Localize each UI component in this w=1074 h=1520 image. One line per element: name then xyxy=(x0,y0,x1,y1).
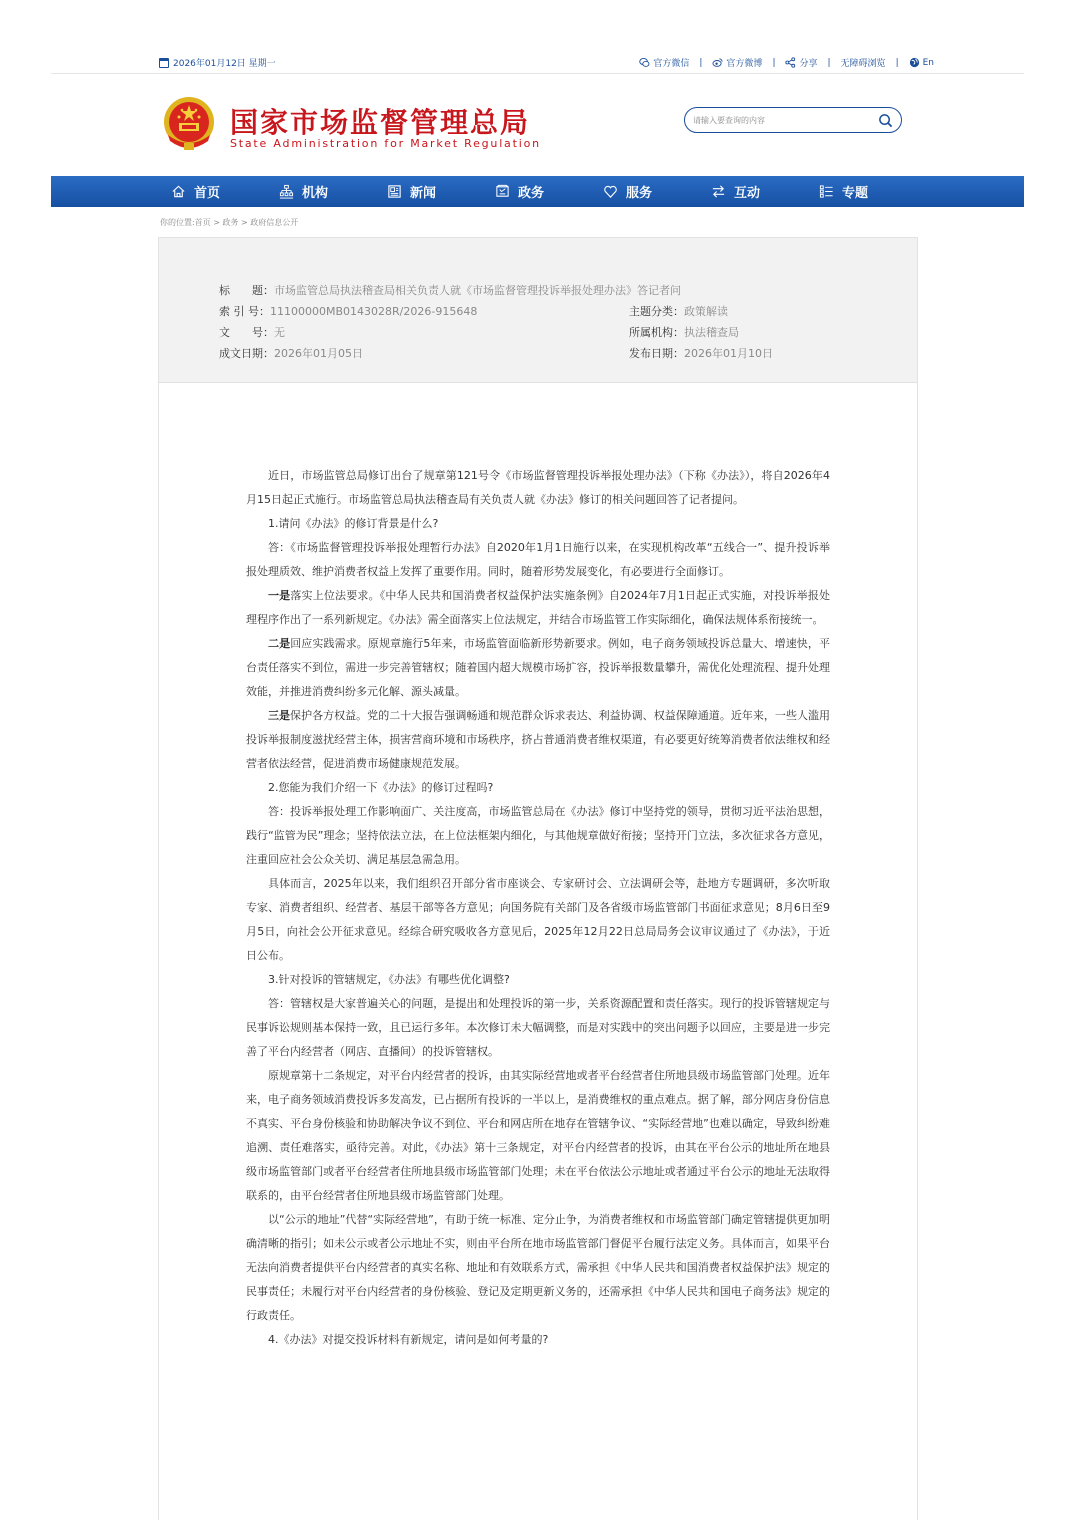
link-weibo-label: 官方微博 xyxy=(726,59,763,69)
paragraph: 近日，市场监管总局修订出台了规章第121号令《市场监督管理投诉举报处理办法》（下称《办法》），将自2026年4月15日起正式施行。市场监管总局执法稽查局有关负责人就《办法》修订的相关问题回答了记者提问。 xyxy=(246,469,830,506)
question: 4.《办法》对提交投诉材料有新规定，请问是如何考量的? xyxy=(268,1333,549,1346)
wechat-icon xyxy=(639,57,650,68)
article-body xyxy=(246,464,830,1352)
question: 1.请问《办法》的修订背景是什么? xyxy=(268,517,439,530)
meta-doc-label: 文 号： xyxy=(219,326,274,339)
service-icon xyxy=(603,184,618,199)
search-icon[interactable] xyxy=(878,113,893,128)
site-subtitle: State Administration for Market Regulation xyxy=(230,137,541,150)
meta-date-value: 2026年01月05日 xyxy=(274,347,363,360)
bold-lead: 一是 xyxy=(268,589,291,602)
org-icon xyxy=(279,184,294,199)
nav-interaction[interactable] xyxy=(711,176,819,207)
interact-icon xyxy=(711,184,726,199)
meta-cat-value: 政策解读 xyxy=(684,305,728,318)
link-wechat[interactable] xyxy=(639,56,689,69)
paragraph-text: 保护各方权益。党的二十大报告强调畅通和规范群众诉求表达、利益协调、权益保障通道。近年来，一些人滥用投诉举报制度滋扰经营主体，损害营商环境和市场秩序，挤占普通消费者维权渠道，有必要更好统筹消费者依法维权和经营者依法经营，促进消费市场健康规范发展。 xyxy=(246,709,831,770)
nav-news[interactable] xyxy=(387,176,495,207)
meta-cat-label: 主题分类： xyxy=(629,305,684,318)
link-wechat-label: 官方微信 xyxy=(653,59,690,69)
question: 3.针对投诉的管辖规定，《办法》有哪些优化调整? xyxy=(268,973,510,986)
answer: 答：管辖权是大家普遍关心的问题，是提出和处理投诉的第一步，关系资源配置和责任落实。现行的投诉管辖规定与民事诉讼规则基本保持一致，且已运行多年。本次修订未大幅调整，而是对实践中的突出问题予以回应，主要是进一步完善了平台内经营者（网店、直播间）的投诉管辖权。 xyxy=(246,997,830,1058)
link-accessibility-label: 无障碍浏览 xyxy=(840,59,886,69)
top-links xyxy=(639,56,934,69)
paragraph-text: 回应实践需求。原规章施行5年来，市场监管面临新形势新要求。例如，电子商务领域投诉总量大、增速快，平台责任落实不到位，需进一步完善管辖权；随着国内超大规模市场扩容，投诉举报数量攀升，需优化处理流程、提升处理效能，并推进消费纠纷多元化解、源头减量。 xyxy=(246,637,830,698)
meta-publish-date xyxy=(629,345,773,361)
main-nav xyxy=(51,176,1024,207)
meta-title-label: 标 题： xyxy=(219,284,274,297)
nav-news-label: 新闻 xyxy=(410,186,437,201)
paragraph: 具体而言，2025年以来，我们组织召开部分省市座谈会、专家研讨会、立法调研会等，赴地方专题调研，多次听取专家、消费者组织、经营者、基层干部等各方意见；向国务院有关部门及各省级市场监管部门书面征求意见；8月6日至9月5日，向社会公开征求意见。经综合研究吸收各方意见后，2025年12月22日总局局务会议审议通过了《办法》，于近日公布。 xyxy=(246,877,830,962)
nav-organization[interactable] xyxy=(279,176,387,207)
site-title: 国家市场监督管理总局 xyxy=(230,106,531,139)
topic-icon xyxy=(819,184,834,199)
link-share-label: 分享 xyxy=(799,59,818,69)
meta-written-date xyxy=(219,345,363,361)
link-accessibility[interactable] xyxy=(841,56,886,69)
news-icon xyxy=(387,184,402,199)
home-icon xyxy=(171,184,186,199)
answer: 答：投诉举报处理工作影响面广、关注度高，市场监管总局在《办法》修订中坚持党的领导，贯彻习近平法治思想，践行“监管为民”理念；坚持依法立法，在上位法框架内细化，与其他规章做好衔接；坚持开门立法，多次征求各方意见，注重回应社会公众关切、满足基层急需急用。 xyxy=(246,805,830,866)
meta-title xyxy=(219,282,681,298)
share-icon xyxy=(785,57,796,68)
meta-date-label: 成文日期： xyxy=(219,347,274,360)
link-share[interactable] xyxy=(785,56,817,69)
gov-icon xyxy=(495,184,510,199)
search-box xyxy=(684,107,902,133)
emblem-icon xyxy=(162,95,216,155)
calendar-icon xyxy=(159,58,169,68)
breadcrumb: 你的位置:首页 > 政务 > 政府信息公开 xyxy=(160,218,299,227)
meta-pub-value: 2026年01月10日 xyxy=(684,347,773,360)
paragraph-text: 落实上位法要求。《中华人民共和国消费者权益保护法实施条例》自2024年7月1日起正式实施，对投诉举报处理程序作出了一系列新规定。《办法》需全面落实上位法规定，并结合市场监管工作实际细化，确保法规体系衔接统一。 xyxy=(246,589,831,626)
meta-doc-value: 无 xyxy=(274,326,285,339)
meta-pub-label: 发布日期： xyxy=(629,347,684,360)
divider: | xyxy=(827,57,831,68)
weibo-icon xyxy=(712,57,723,68)
divider: | xyxy=(772,57,776,68)
meta-index-value: 11100000MB0143028R/2026-915648 xyxy=(270,305,478,318)
meta-category xyxy=(629,303,728,319)
date-text: 2026年01月12日 星期一 xyxy=(173,59,276,69)
meta-title-value: 市场监管总局执法稽查局相关负责人就《市场监督管理投诉举报处理办法》答记者问 xyxy=(274,284,681,297)
meta-doc-number xyxy=(219,324,285,340)
top-bar xyxy=(51,52,1024,74)
bold-lead: 三是 xyxy=(268,709,291,722)
paragraph: 原规章第十二条规定，对平台内经营者的投诉，由其实际经营地或者平台经营者住所地县级市场监管部门处理。近年来，电子商务领域消费投诉多发高发，已占据所有投诉的一半以上，是消费维权的重点难点。据了解，部分网店身份信息不真实、平台身份核验和协助解决争议不到位、平台和网店所在地存在管辖争议、“实际经营地”也难以确定，导致纠纷难追溯、责任难落实，亟待完善。对此，《办法》第十三条规定，对平台内经营者的投诉，由其在平台公示的地址所在地县级市场监管部门或者平台经营者住所地县级市场监管部门处理；未在平台依法公示地址或者通过平台公示的地址无法取得联系的，由平台经营者住所地县级市场监管部门处理。 xyxy=(246,1069,830,1202)
bold-lead: 二是 xyxy=(268,637,291,650)
nav-service[interactable] xyxy=(603,176,711,207)
divider: | xyxy=(895,57,899,68)
nav-government-label: 政务 xyxy=(518,186,545,201)
nav-service-label: 服务 xyxy=(626,186,653,201)
nav-organization-label: 机构 xyxy=(302,186,329,201)
nav-government[interactable] xyxy=(495,176,603,207)
nav-topics[interactable] xyxy=(819,176,927,207)
paragraph: 以“公示的地址”代替“实际经营地”，有助于统一标准、定分止争，为消费者维权和市场监管部门确定管辖提供更加明确清晰的指引；如未公示或者公示地址不实，则由平台所在地市场监管部门督促平台履行法定义务。具体而言，如果平台无法向消费者提供平台内经营者的真实名称、地址和有效联系方式，需承担《中华人民共和国消费者权益保护法》规定的民事责任；未履行对平台内经营者的身份核验、登记及定期更新义务的，还需承担《中华人民共和国电子商务法》规定的行政责任。 xyxy=(246,1213,830,1322)
divider: | xyxy=(699,57,703,68)
globe-icon xyxy=(909,57,920,68)
paragraph xyxy=(246,704,830,776)
search-input[interactable] xyxy=(693,113,873,128)
nav-home[interactable] xyxy=(171,176,279,207)
site-header xyxy=(160,95,920,159)
date-display xyxy=(159,56,276,69)
link-weibo[interactable] xyxy=(712,56,762,69)
meta-index xyxy=(219,303,477,319)
paragraph xyxy=(246,584,830,632)
meta-org-label: 所属机构： xyxy=(629,326,684,339)
doc-meta-panel xyxy=(158,237,918,383)
link-english[interactable] xyxy=(909,57,934,68)
link-english-label: En xyxy=(922,57,934,68)
meta-org-value: 执法稽查局 xyxy=(684,326,739,339)
meta-index-label: 索 引 号： xyxy=(219,305,270,318)
nav-interaction-label: 互动 xyxy=(734,186,761,201)
answer: 答：《市场监督管理投诉举报处理暂行办法》自2020年1月1日施行以来，在实现机构改革“五线合一”、提升投诉举报处理质效、维护消费者权益上发挥了重要作用。同时，随着形势发展变化，有必要进行全面修订。 xyxy=(246,541,830,578)
meta-organization xyxy=(629,324,739,340)
nav-topics-label: 专题 xyxy=(842,186,869,201)
question: 2.您能为我们介绍一下《办法》的修订过程吗? xyxy=(268,781,494,794)
paragraph xyxy=(246,632,830,704)
nav-home-label: 首页 xyxy=(194,186,221,201)
